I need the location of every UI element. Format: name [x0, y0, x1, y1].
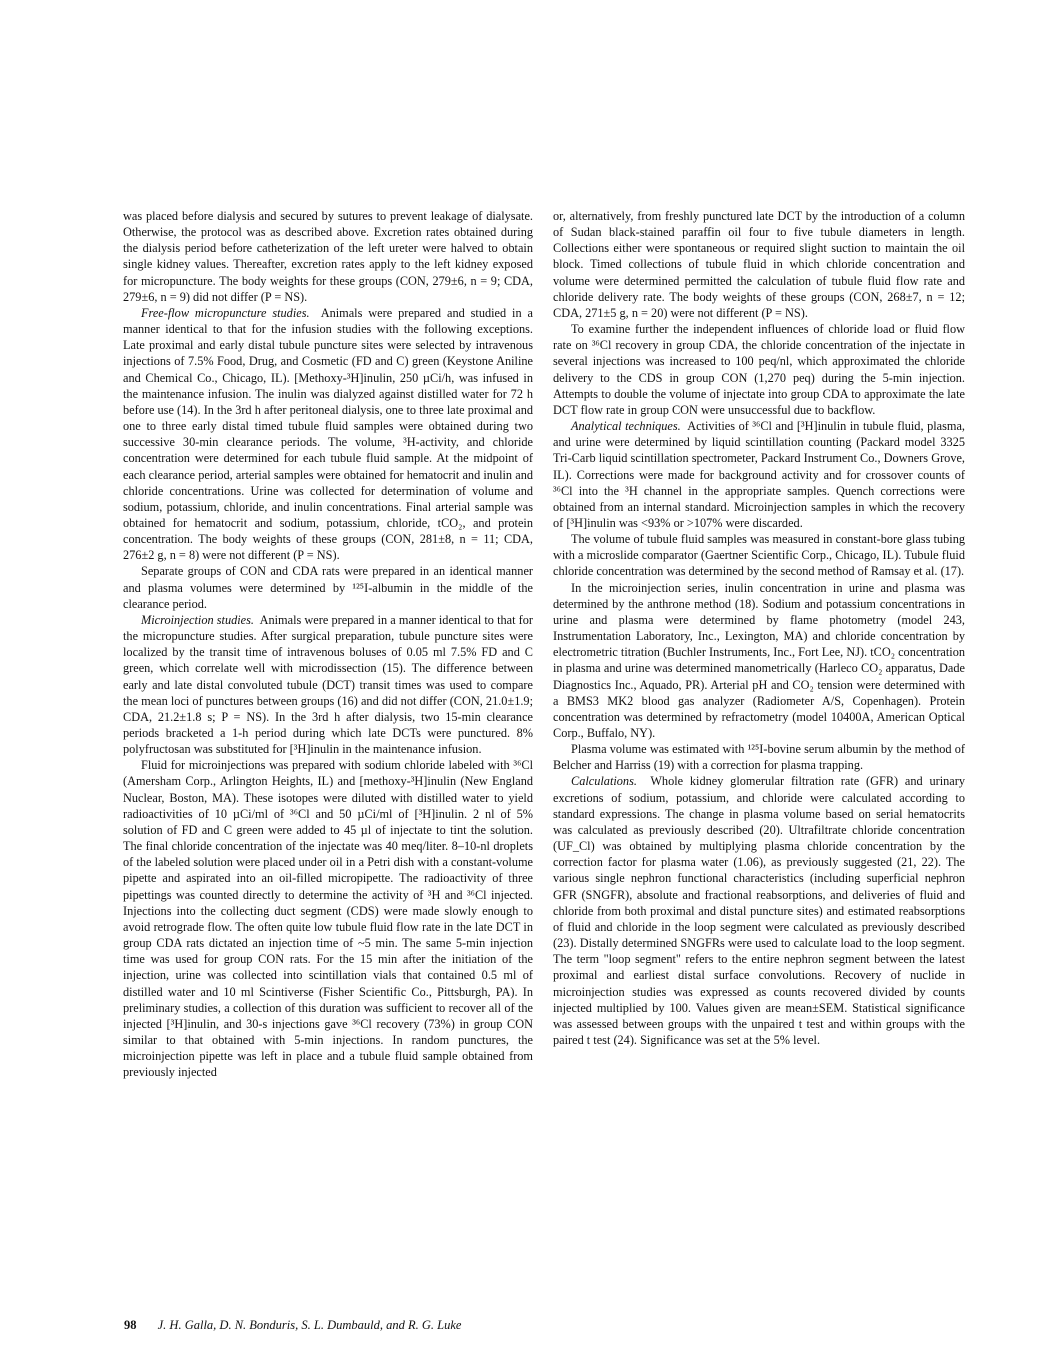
paragraph: [553, 773, 965, 1048]
paragraph-text: Animals were prepared in a manner identical to that for the micropuncture studies. After surgical preparation, tubule puncture sites were localized by the transit time of intravenous boluses of 0.05 ml 7.5% FD and C green, which correlate well with microdissection (15). The difference between early and late distal convoluted tubule (DCT) transit times was used to compare the mean loci of punctures between groups (16) and did not differ (CON, 21.0±1.9; CDA, 21.2±1.8 s; P = NS). In the 3rd h after dialysis, two 15-min clearance periods bracketed a 1-h period during which late DCTs were punctured. 8% polyfructosan was substituted for [³H]inulin in the maintenance infusion.: [123, 612, 533, 757]
left-column: [123, 208, 533, 1080]
paragraph: To examine further the independent influences of chloride load or fluid flow rate on ³⁶Cl recovery in group CDA, the chloride concentration of the injectate in several injections was increased to 100 peq/nl, which approximated the chloride delivery to the CDS in group CON (1,270 peq) during the 5-min injection. Attempts to double the volume of injectate into group CDA to approximate the late DCT flow rate in group CON were unsuccessful due to backflow.: [553, 322, 965, 417]
run-in-heading: Microinjection studies.: [141, 612, 254, 627]
paragraph: In the microinjection series, inulin concentration in urine and plasma was determined by the anthrone method (18). Sodium and potassium concentrations in urine and plasma were determined by flame photometry (model 243, Instrumentation Laboratory, Inc., Lexington, MA) and chloride concentration by electrometric titration (Buchler Instruments, Inc., Fort Lee, NJ). tCO₂ concentration in plasma and urine was determined manometrically (Harleco CO₂ apparatus, Dade Diagnostics Inc., Aquado, PR). Arterial pH and CO₂ tension were determined with a BMS3 MK2 blood gas analyzer (Radiometer A/S, Copenhagen). Protein concentration was determined by refractometry (model 10400A, American Optical Corp., Buffalo, NY).: [553, 580, 966, 740]
paragraph: [553, 418, 965, 531]
paragraph: or, alternatively, from freshly punctured late DCT by the introduction of a column of Sudan black-stained paraffin oil four to five tubule diameters in length. Collections either were spontaneous or required slight suction to maintain the oil block. Timed collections of tubule fluid in which chloride concentration and volume were determined permitted the calculation of tubule fluid flow rate and chloride delivery rate. The body weights of these groups (CON, 268±7, n = 12; CDA, 271±5 g, n = 20) were not different (P = NS).: [553, 209, 965, 320]
run-in-heading: Analytical techniques.: [571, 419, 681, 434]
paragraph: was placed before dialysis and secured by sutures to prevent leakage of dialysate. Otherwise, the protocol was as described above. Excretion rates obtained during the dialysis period before catheterization of the left ureter were halved to obtain single kidney values. Thereafter, excretion rates apply to the left kidney exposed for micropuncture. The body weights for these groups (CON, 279±6, n = 9; CDA, 279±6, n = 9) did not differ (P = NS).: [123, 209, 533, 304]
paragraph: Separate groups of CON and CDA rats were prepared in an identical manner and plasma volumes were determined by ¹²⁵I-albumin in the middle of the clearance period.: [123, 564, 533, 611]
paragraph: Fluid for microinjections was prepared with sodium chloride labeled with ³⁶Cl (Amersham Corp., Arlington Heights, IL) and [methoxy-³H]inulin (New England Nuclear, Boston, MA). These isotopes were diluted with distilled water to yield radioactivities of 10 µCi/ml of ³⁶Cl and 50 µCi/ml of [³H]inulin. 2 nl of 5% solution of FD and C green were added to 45 µl of injectate to tint the solution. The final chloride concentration of the injectate was 40 meq/liter. 8–10-nl droplets of the labeled solution were placed under oil in a Petri dish with a constant-volume pipette and aspirated into an oil-filled micropipette. The radioactivity of three pipettings was counted directly to determine the activity of ³H and ³⁶Cl injected. Injections into the collecting duct segment (CDS) were made slowly enough to avoid retrograde flow. The often quite low tubule fluid flow rate in the late DCT in group CDA rats dictated an injection time of ~5 min. The same 5-min injection time was used for group CON rats. For the 15 min after the initiation of the injection, urine was collected into scintillation vials that contained 0.5 ml of distilled water and 10 ml Scintiverse (Fisher Scientific Co., Pittsburgh, PA). In preliminary studies, a collection of this duration was sufficient to recover all of the injected [³H]inulin, and 30-s injections gave ³⁶Cl recovery (73%) in group CON similar to that obtained with 5-min injections. In random punctures, the microinjection pipette was left in place and a tubule fluid sample obtained from previously injected: [123, 758, 533, 1080]
author-line: J. H. Galla, D. N. Bonduris, S. L. Dumbauld, and R. G. Luke: [157, 1318, 462, 1332]
paragraph-text: Animals were prepared and studied in a manner identical to that for the infusion studies with the following exceptions. Late proximal and early distal tubule puncture sites were selected by intravenous injections of 7.5% Food, Drug, and Cosmetic (FD and C) green (Keystone Aniline and Chemical Co., Chicago, IL). [Methoxy-³H]inulin, 250 µCi/h, was infused in the maintenance infusion. The inulin was dialyzed against distilled water for 72 h before use (14). In the 3rd h after peritoneal dialysis, one to three late proximal and one to three early distal timed tubule fluid samples were obtained during two successive 30-min clearance periods. The volume, ³H-activity, and chloride concentration were determined for each tubule fluid sample. At the midpoint of each clearance period, arterial samples were obtained for hematocrit and inulin and chloride concentrations. Urine was collected for determination of volume and sodium, potassium, chloride, and inulin concentrations. Final arterial sample was obtained for hematocrit and sodium, potassium, chloride, tCO₂, and protein concentration. The body weights of these groups (CON, 281±8, n = 11; CDA, 276±2 g, n = 8) were not different (P = NS).: [123, 305, 533, 563]
page-footer: [124, 1318, 461, 1333]
paragraph-text: Whole kidney glomerular filtration rate (GFR) and urinary excretions of sodium, potassium, and chloride were calculated according to standard expressions. The change in plasma volume based on serial hematocrits was calculated as previously described (20). Ultrafiltrate chloride concentration (UF_Cl) was obtained by multiplying plasma chloride concentration by the correction factor for plasma water (1.06), as previously suggested (21, 22). The various single nephron functional characteristics (including superficial nephron GFR (SNGFR), absolute and fractional reabsorptions, and deliveries of fluid and chloride from both proximal and distal puncture sites) and estimated reabsorptions of fluid and chloride in the loop segment were calculated as previously described (23). Distally determined SNGFRs were used to calculate load to the loop segment. The term "loop segment" refers to the entire nephron segment between the latest proximal and earliest distal surface convolutions. Recovery of nuclide in microinjection studies was expressed as counts recovered divided by counts injected multiplied by 100. Values given are mean±SEM. Statistical significance was assessed between groups with the unpaired t test and within groups with the paired t test (24). Significance was set at the 5% level.: [553, 774, 965, 1047]
right-column: [553, 208, 965, 1048]
paragraph: Plasma volume was estimated with ¹²⁵I-bovine serum albumin by the method of Belcher and Harriss (19) with a correction for plasma trapping.: [553, 742, 965, 773]
page-number: 98: [124, 1318, 137, 1332]
paragraph: [123, 305, 533, 564]
paragraph-text: Activities of ³⁶Cl and [³H]inulin in tubule fluid, plasma, and urine were determined by liquid scintillation counting (Packard model 3325 Tri-Carb liquid scintillation spectrometer, Packard Instrument Co., Downers Grove, IL). Corrections were made for background activity and for crossover counts of ³⁶Cl into the ³H channel in the appropriate samples. Quench corrections were obtained from an internal standard. Microinjection samples in which the recovery of [³H]inulin was <93% or >107% were discarded.: [553, 419, 965, 530]
paragraph: The volume of tubule fluid samples was measured in constant-bore glass tubing with a microslide comparator (Gaertner Scientific Corp., Chicago, IL). Tubule fluid chloride concentration was determined by the second method of Ramsay et al. (17).: [553, 532, 965, 579]
paragraph: [123, 612, 533, 757]
run-in-heading: Calculations.: [571, 774, 637, 789]
run-in-heading: Free-flow micropuncture studies.: [141, 305, 310, 320]
